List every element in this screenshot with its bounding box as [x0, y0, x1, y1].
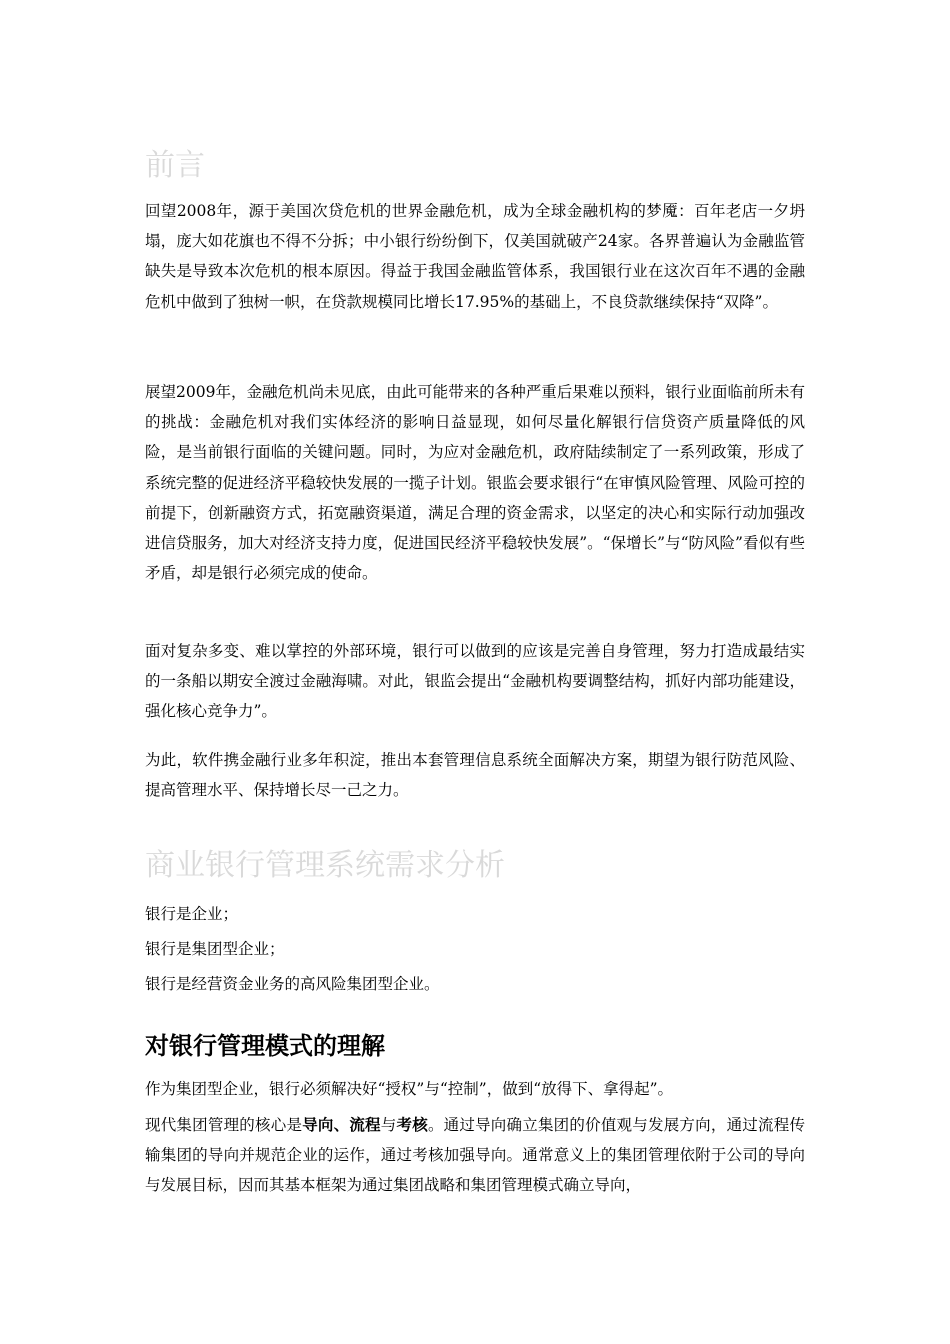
- preface-paragraph-3: 面对复杂多变、难以掌控的外部环境，银行可以做到的应该是完善自身管理，努力打造成最结实的一条船以期安全渡过金融海啸。对此，银监会提出“金融机构要调整结构，抓好内部功能建设，强化核心竞争力”。: [145, 642, 805, 721]
- preface-paragraph-1: 回望2008年，源于美国次贷危机的世界金融危机，成为全球金融机构的梦魇：百年老店一夕坍塌，庞大如花旗也不得不分拆；中小银行纷纷倒下，仅美国就破产24家。各界普遍认为金融监管缺失是导致本次危机的根本原因。得益于我国金融监管体系，我国银行业在这次百年不遇的金融危机中做到了独树一帜，在贷款规模同比增长17.95%的基础上，不良贷款继续保持“双降”。: [145, 202, 805, 311]
- understanding-paragraph-1: 作为集团型企业，银行必须解决好“授权”与“控制”，做到“放得下、拿得起”。: [145, 1080, 674, 1098]
- analysis-line-2: 银行是集团型企业；: [145, 940, 285, 958]
- understanding-p2-bold-guidance-process: 导向、流程: [302, 1116, 381, 1134]
- understanding-p2-rest: 。通过导向确立集团的价值观与发展方向，通过流程传输集团的导向并规范企业的运作，通过考核加强导向。通常意义上的集团管理依附于公司的导向与发展目标，因而其基本框架为通过集团战略和集团管理模式确立导向，: [145, 1116, 805, 1195]
- preface-heading: 前言: [145, 148, 205, 183]
- understanding-p2-bold-assessment: 考核: [396, 1116, 428, 1134]
- preface-paragraph-2: 展望2009年，金融危机尚未见底，由此可能带来的各种严重后果难以预料，银行业面临前所未有的挑战：金融危机对我们实体经济的影响日益显现，如何尽量化解银行信贷资产质量降低的风险，是当前银行面临的关键问题。同时，为应对金融危机，政府陆续制定了一系列政策，形成了系统完整的促进经济平稳较快发展的一揽子计划。银监会要求银行“在审慎风险管理、风险可控的前提下，创新融资方式，拓宽融资渠道，满足合理的资金需求，以坚定的决心和实际行动加强改进信贷服务，加大对经济支持力度，促进国民经济平稳较快发展”。“保增长”与“防风险”看似有些矛盾，却是银行必须完成的使命。: [145, 383, 805, 583]
- understanding-p2-mid: 与: [380, 1116, 397, 1134]
- analysis-line-1: 银行是企业；: [145, 905, 239, 923]
- understanding-paragraph-2: [145, 1110, 805, 1201]
- analysis-heading: 商业银行管理系统需求分析: [145, 848, 505, 883]
- understanding-heading: 对银行管理模式的理解: [145, 1032, 385, 1060]
- preface-paragraph-4: 为此，软件携金融行业多年积淀，推出本套管理信息系统全面解决方案，期望为银行防范风险、提高管理水平、保持增长尽一己之力。: [145, 751, 805, 800]
- understanding-p2-prefix: 现代集团管理的核心是: [145, 1116, 303, 1134]
- analysis-line-3: 银行是经营资金业务的高风险集团型企业。: [145, 975, 440, 993]
